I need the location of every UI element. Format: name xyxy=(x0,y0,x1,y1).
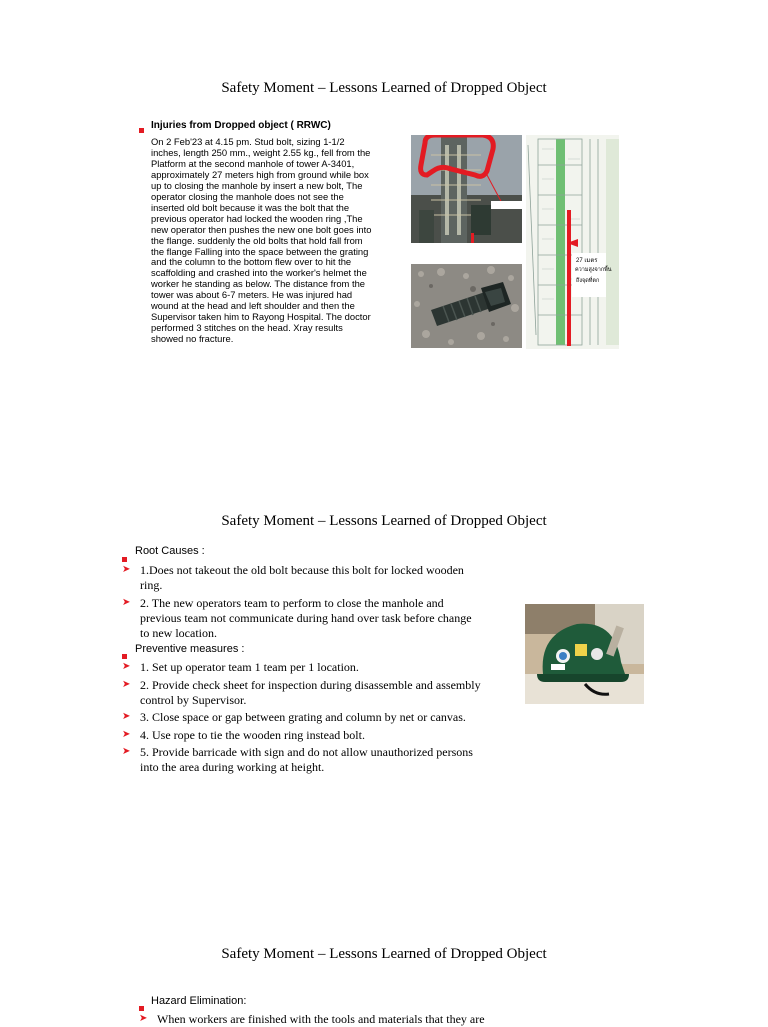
list-item-line: control by Supervisor. xyxy=(140,692,247,707)
list-item-line: 4. Use rope to tie the wooden ring instead bolt. xyxy=(140,727,365,742)
height-label-line3: ถึงจุดที่ตก xyxy=(576,278,600,284)
heading-bullet xyxy=(139,121,144,139)
tower-photo-image xyxy=(411,135,522,243)
body-line: Platform at the second manhole of tower A-3401, xyxy=(151,157,355,169)
bullet-square-icon xyxy=(139,1006,144,1011)
tower-elevation-drawing xyxy=(526,135,619,349)
bullet-square-icon xyxy=(122,557,127,562)
root-causes-heading: Root Causes : xyxy=(135,545,205,557)
arrow-bullet-icon: ➤ xyxy=(139,1013,148,1024)
helmet-photo-image xyxy=(525,604,644,704)
list-item-line: 2. The new operators team to perform to close the manhole and xyxy=(140,595,444,610)
bullet-square-icon xyxy=(122,654,127,659)
arrow-bullet-icon: ➤ xyxy=(122,746,131,757)
height-label: 27 เมตร xyxy=(576,258,598,264)
body-line: scaffolding and crashed into the worker's helmet the xyxy=(151,267,367,279)
slide-title: Safety Moment – Lessons Learned of Dropped Object xyxy=(221,80,547,96)
bolt-photo-image xyxy=(411,264,522,348)
preventive-heading: Preventive measures : xyxy=(135,643,245,655)
helmet-photo xyxy=(525,604,644,704)
list-item-line: into the area during working at height. xyxy=(140,760,325,774)
body-line: Supervisor taken him to Rayong Hospital. The doctor xyxy=(151,311,371,323)
body-line: new operator then pushes the new one bolt goes into xyxy=(151,223,372,235)
slide-title: Safety Moment – Lessons Learned of Dropped Object xyxy=(221,513,547,529)
list-item-line: to new location. xyxy=(140,625,217,640)
body-line: wound at the head and left shoulder and then the xyxy=(151,300,355,312)
arrow-bullet-icon: ➤ xyxy=(122,711,131,722)
body-line: showed no fracture. xyxy=(151,333,234,345)
body-line: operator closing the manhole does not see the xyxy=(151,190,344,202)
hazard-item: When workers are finished with the tools and materials that they are xyxy=(157,1012,485,1026)
body-line: performed 3 stitches on the head. Xray results xyxy=(151,322,343,334)
incident-description xyxy=(151,137,371,345)
elevation-drawing-image xyxy=(526,135,619,349)
list-item-line: 3. Close space or gap between grating and column by net or canvas. xyxy=(140,710,466,724)
body-line: worker he standing as below. The distance from the xyxy=(151,278,366,290)
incident-heading: Injuries from Dropped object ( RRWC) xyxy=(151,120,331,131)
hazard-heading: Hazard Elimination: xyxy=(151,995,247,1007)
arrow-bullet-icon: ➤ xyxy=(122,564,131,575)
arrow-bullet-icon: ➤ xyxy=(122,596,131,608)
bolt-photo xyxy=(411,264,522,348)
arrow-bullet-icon: ➤ xyxy=(122,661,131,672)
list-item-line: 1. Set up operator team 1 team per 1 location. xyxy=(140,660,359,674)
body-line: approximately 27 meters high from ground while box xyxy=(151,168,369,180)
body-line: tower was about 6-7 meters. He was injured had xyxy=(151,289,353,301)
arrow-bullet-icon: ➤ xyxy=(122,678,131,690)
slide-title: Safety Moment – Lessons Learned of Dropped Object xyxy=(221,946,547,962)
tower-photo xyxy=(411,135,522,243)
body-line: the flange. suddenly the old bolts that hold fall from xyxy=(151,234,363,246)
arrow-bullet-icon: ➤ xyxy=(122,728,131,740)
list-item-line: previous team not communicate during hand over task before change xyxy=(140,610,472,625)
height-label-line2: ความสูงจากพื้น xyxy=(575,267,612,273)
bullet-square-icon xyxy=(139,128,144,133)
list-item-line: 5. Provide barricade with sign and do not allow unauthorized persons xyxy=(140,745,473,759)
list-item-line: 2. Provide check sheet for inspection during disassemble and assembly xyxy=(140,677,481,692)
body-line: inches, length 250 mm., weight 2.55 kg., fell from the xyxy=(151,146,371,158)
body-line: previous operator had locked the wooden ring ,The xyxy=(151,212,363,224)
body-line: and the column to the bottom flew over to hit the xyxy=(151,256,352,268)
body-line: up to closing the manhole by insert a new bolt, The xyxy=(151,179,363,191)
body-line: inserted old bolt because it was the bolt that the xyxy=(151,201,350,213)
list-item-line: ring. xyxy=(140,578,163,592)
body-line: On 2 Feb'23 at 4.15 pm. Stud bolt, sizing 1-1/2 xyxy=(151,136,345,147)
body-line: the flange Falling into the space between the grating xyxy=(151,245,369,257)
list-item-line: 1.Does not takeout the old bolt because this bolt for locked wooden xyxy=(140,563,464,577)
